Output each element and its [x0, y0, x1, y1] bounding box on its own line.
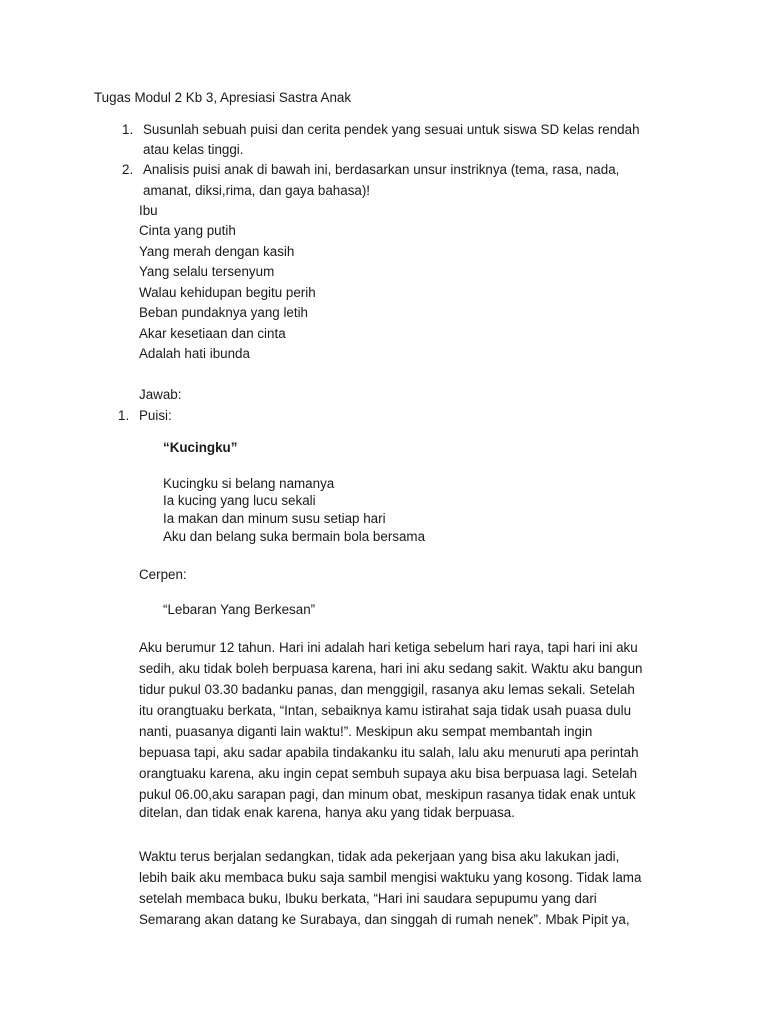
paragraph-line: ditelan, dan tidak enak karena, hanya aku yang tidak berpuasa.	[139, 805, 515, 820]
paragraph-line: setelah membaca buku, Ibuku berkata, “Hari ini saudara sepupumu yang dari	[139, 891, 597, 906]
paragraph-line: nanti, puasanya diganti lain waktu!”. Meskipun aku sempat membantah ingin	[139, 724, 593, 739]
task-number: 2.	[122, 162, 134, 177]
task-line: atau kelas tinggi.	[143, 142, 244, 157]
task-line: amanat, diksi,rima, dan gaya bahasa)!	[143, 183, 371, 198]
poem-line: Akar kesetiaan dan cinta	[139, 326, 286, 341]
paragraph-line: itu orangtuaku berkata, “Intan, sebaiknya kamu istirahat saja tidak usah puasa dulu	[139, 703, 632, 718]
answer-puisi-label: Puisi:	[139, 408, 172, 423]
poem-line: Adalah hati ibunda	[139, 346, 250, 361]
paragraph-line: Semarang akan datang ke Surabaya, dan singgah di rumah nenek”. Mbak Pipit ya,	[139, 912, 630, 927]
cerpen-label: Cerpen:	[139, 567, 187, 582]
kucingku-line: Ia kucing yang lucu sekali	[163, 493, 316, 508]
answer-number: 1.	[118, 408, 130, 423]
paragraph-line: pukul 06.00,aku sarapan pagi, dan minum obat, meskipun rasanya tidak enak untuk	[139, 787, 636, 802]
kucingku-line: Kucingku si belang namanya	[163, 476, 335, 491]
paragraph-line: sedih, aku tidak boleh berpuasa karena, hari ini aku sedang sakit. Waktu aku bangun	[139, 661, 643, 676]
paragraph-line: bepuasa tapi, aku sadar apabila tindakanku itu salah, lalu aku menuruti apa perintah	[139, 745, 639, 760]
kucingku-line: Aku dan belang suka bermain bola bersama	[163, 529, 426, 544]
answer-label: Jawab:	[139, 387, 182, 402]
task-line: Analisis puisi anak di bawah ini, berdasarkan unsur instriknya (tema, rasa, nada,	[143, 162, 620, 177]
paragraph-line: lebih baik aku membaca buku saja sambil mengisi waktuku yang kosong. Tidak lama	[139, 870, 642, 885]
kucingku-line: Ia makan dan minum susu setiap hari	[163, 511, 386, 526]
task-number: 1.	[122, 122, 134, 137]
poem-line: Yang merah dengan kasih	[139, 244, 295, 259]
cerpen-title: “Lebaran Yang Berkesan”	[163, 602, 316, 617]
paragraph-line: Waktu terus berjalan sedangkan, tidak ada pekerjaan yang bisa aku lakukan jadi,	[139, 849, 620, 864]
document-title: Tugas Modul 2 Kb 3, Apresiasi Sastra Anak	[94, 90, 352, 105]
kucingku-title: “Kucingku”	[163, 440, 238, 455]
poem-line: Yang selalu tersenyum	[139, 264, 275, 279]
poem-line: Walau kehidupan begitu perih	[139, 285, 316, 300]
task-line: Susunlah sebuah puisi dan cerita pendek yang sesuai untuk siswa SD kelas rendah	[143, 122, 640, 137]
poem-line: Beban pundaknya yang letih	[139, 305, 309, 320]
paragraph-line: orangtuaku karena, aku ingin cepat sembuh supaya aku bisa berpuasa lagi. Setelah	[139, 766, 638, 781]
poem-line: Cinta yang putih	[139, 223, 236, 238]
paragraph-line: tidur pukul 03.30 badanku panas, dan menggigil, rasanya aku lemas sekali. Setelah	[139, 682, 635, 697]
poem-line: Ibu	[139, 203, 158, 218]
paragraph-line: Aku berumur 12 tahun. Hari ini adalah hari ketiga sebelum hari raya, tapi hari ini aku	[139, 640, 638, 655]
